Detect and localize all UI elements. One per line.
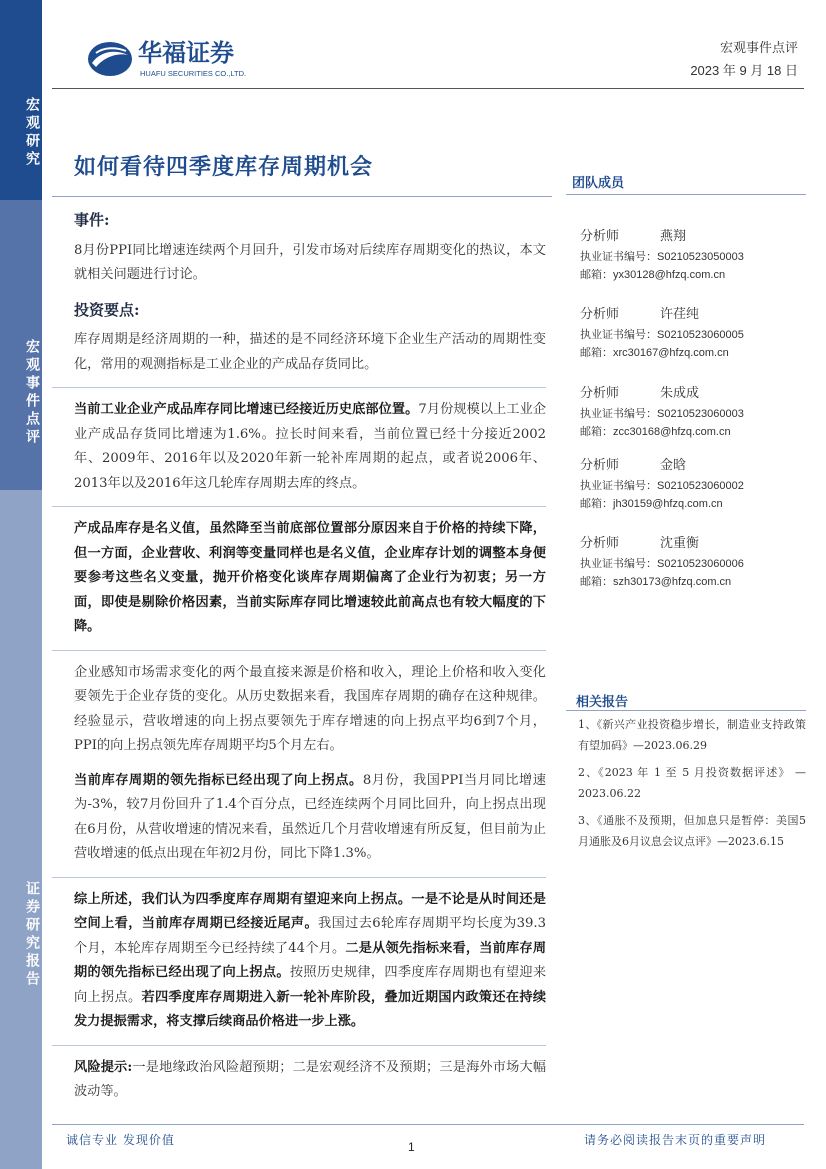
paragraph-text: 8月份，我国PPI当月同比增速为-3%，较7月份回升了1.4个百分点，已经连续两个月同比回升，向上拐点出现在6月份，从营收增速的情况来看，虽然近几个月营收增速有所反复，但目前为止营收增速的低点出现在年初2月份，同比下降1.3%。 bbox=[74, 772, 546, 861]
footer-disclaimer: 请务必阅读报告末页的重要声明 bbox=[583, 1133, 766, 1147]
analyst-email: xrc30167@hfzq.com.cn bbox=[613, 347, 729, 359]
report-type: 宏观事件点评 bbox=[719, 41, 798, 56]
analyst-role: 分析师 bbox=[580, 307, 620, 322]
cert-number: S0210523060003 bbox=[657, 408, 744, 420]
bold-lead: 综上所述，我们认为四季度库存周期有望迎来向上拐点。一是不论是从时间还是空间上看，当前库存周期已经接近尾声。 bbox=[74, 891, 546, 931]
sidebar-segment-research: 宏观研究 bbox=[0, 0, 42, 200]
report-title: 如何看待四季度库存周期机会 bbox=[74, 154, 374, 180]
analyst-name: 许荏纯 bbox=[660, 307, 700, 322]
company-logo bbox=[86, 33, 296, 83]
main-content bbox=[74, 208, 546, 1115]
logo-cn-text: 华福证券 bbox=[138, 39, 234, 67]
cert-number: S0210523050003 bbox=[657, 251, 744, 263]
paragraph-divider bbox=[52, 506, 546, 507]
related-report-item[interactable]: 2、《2023 年 1 至 5 月投资数据评述》 —2023.06.22 bbox=[578, 766, 806, 800]
cert-number: S0210523060002 bbox=[657, 480, 744, 492]
team-divider bbox=[566, 194, 806, 195]
cert-label: 执业证书编号： bbox=[580, 479, 657, 492]
cert-label: 执业证书编号： bbox=[580, 407, 657, 420]
key-points-heading: 投资要点: bbox=[74, 300, 140, 319]
email-label: 邮箱： bbox=[580, 268, 613, 281]
paragraph-divider bbox=[52, 877, 546, 878]
analyst-card bbox=[580, 455, 810, 513]
header-divider bbox=[52, 88, 804, 89]
logo-mark-icon bbox=[86, 33, 296, 83]
analyst-email: yx30128@hfzq.com.cn bbox=[613, 269, 726, 281]
related-divider bbox=[566, 710, 806, 711]
paragraph-divider bbox=[52, 650, 546, 651]
analyst-card bbox=[580, 383, 810, 441]
analyst-card bbox=[580, 226, 810, 284]
analyst-card bbox=[580, 304, 810, 362]
left-sidebar bbox=[0, 0, 42, 1169]
paragraph-turning-point bbox=[74, 769, 546, 867]
footer-divider bbox=[52, 1124, 804, 1125]
analyst-name: 燕翔 bbox=[660, 229, 687, 244]
team-heading: 团队成员 bbox=[572, 176, 625, 191]
analyst-name: 金晗 bbox=[660, 458, 687, 473]
risk-paragraph bbox=[74, 1056, 546, 1105]
analyst-role: 分析师 bbox=[580, 458, 620, 473]
analyst-name: 沈重衡 bbox=[660, 536, 700, 551]
paragraph-conclusion bbox=[74, 888, 546, 1035]
event-paragraph: 8月份PPI同比增速连续两个月回升，引发市场对后续库存周期变化的热议，本文就相关问题进行讨论。 bbox=[74, 242, 546, 282]
analyst-role: 分析师 bbox=[580, 536, 620, 551]
bold-lead: 当前库存周期的领先指标已经出现了向上拐点。 bbox=[74, 772, 363, 788]
bold-lead: 当前工业企业产成品库存同比增速已经接近历史底部位置。 bbox=[74, 402, 419, 417]
bold-lead: 二是从领先指标来看，当前库存周期的领先指标已经出现了向上拐点。 bbox=[74, 940, 547, 980]
related-report-item[interactable]: 1、《新兴产业投资稳步增长，制造业支持政策有望加码》—2023.06.29 bbox=[578, 718, 806, 752]
related-reports-heading: 相关报告 bbox=[576, 695, 629, 710]
bold-lead: 若四季度库存周期进入新一轮补库阶段，叠加近期国内政策还在持续发力提振需求，将支撑后续商品价格进一步上涨。 bbox=[74, 989, 547, 1029]
cert-label: 执业证书编号： bbox=[580, 328, 657, 341]
sidebar-segment-securities-report: 证券研究报告 bbox=[0, 490, 42, 1169]
analyst-card bbox=[580, 533, 810, 591]
report-date: 2023 年 9 月 18 日 bbox=[690, 63, 798, 78]
paragraph-divider bbox=[52, 1045, 546, 1046]
paragraph-text: 我国过去6轮库存周期平均长度为39.3个月，本轮库存周期至今已经持续了44个月。 bbox=[74, 916, 546, 956]
email-label: 邮箱： bbox=[580, 425, 613, 438]
related-reports-list bbox=[578, 714, 806, 858]
page-number: 1 bbox=[408, 1140, 415, 1154]
paragraph-text: 7月份规模以上工业企业产成品存货同比增速为1.6%。拉长时间来看，当前位置已经十分接近2002年、2009年、2016年以及2020年新一轮补库周期的起点，或者说2006年、2013年以及2016年这几轮库存周期去库的终点。 bbox=[74, 402, 547, 491]
analyst-email: jh30159@hfzq.com.cn bbox=[613, 498, 723, 510]
paragraph-text: 按照历史规律，四季度库存周期也有望迎来向上拐点。 bbox=[74, 965, 547, 1005]
title-divider bbox=[52, 196, 552, 197]
analyst-email: zcc30168@hfzq.com.cn bbox=[613, 426, 731, 438]
email-label: 邮箱： bbox=[580, 497, 613, 510]
header-meta bbox=[690, 38, 798, 82]
bold-lead: 产成品库存是名义值，虽然降至当前底部位置部分原因来自于价格的持续下降，但一方面，企业营收、利润等变量同样也是名义值，企业库存计划的调整本身便要参考这些名义变量，抛开价格变化谈库存周期偏离了企业行为初衷；另一方面，即使是剔除价格因素，当前实际库存同比增速较此前高点也有较大幅度的下降。 bbox=[74, 521, 546, 634]
cert-number: S0210523060005 bbox=[657, 329, 744, 341]
logo-en-text: HUAFU SECURITIES CO.,LTD. bbox=[140, 69, 247, 78]
risk-text: 一是地缘政治风险超预期；二是宏观经济不及预期；三是海外市场大幅波动等。 bbox=[74, 1059, 547, 1099]
analyst-role: 分析师 bbox=[580, 229, 620, 244]
email-label: 邮箱： bbox=[580, 346, 613, 359]
paragraph-nominal-value bbox=[74, 517, 546, 640]
cert-label: 执业证书编号： bbox=[580, 250, 657, 263]
footer-slogan: 诚信专业 发现价值 bbox=[66, 1133, 175, 1147]
related-report-item[interactable]: 3、《通胀不及预期，但加息只是暂停：美国5月通胀及6月议息会议点评》—2023.6.15 bbox=[578, 814, 806, 848]
risk-heading: 风险提示: bbox=[74, 1059, 133, 1075]
event-heading: 事件: bbox=[74, 211, 110, 229]
cert-label: 执业证书编号： bbox=[580, 557, 657, 570]
email-label: 邮箱： bbox=[580, 575, 613, 588]
paragraph-inventory-cycle: 库存周期是经济周期的一种，描述的是不同经济环境下企业生产活动的周期性变化，常用的观测指标是工业企业的产成品存货同比。 bbox=[74, 332, 546, 372]
paragraph-historic-bottom bbox=[74, 398, 546, 496]
analyst-name: 朱成成 bbox=[660, 386, 700, 401]
analyst-email: szh30173@hfzq.com.cn bbox=[613, 576, 732, 588]
paragraph-leading-indicators: 企业感知市场需求变化的两个最直接来源是价格和收入，理论上价格和收入变化要领先于企业存货的变化。从历史数据来看，我国库存周期的确存在这种规律。经验显示，营收增速的向上拐点要领先于库存增速的向上拐点平均6到7个月，PPI的向上拐点领先库存周期平均5个月左右。 bbox=[74, 664, 546, 753]
cert-number: S0210523060006 bbox=[657, 558, 744, 570]
paragraph-divider bbox=[52, 387, 546, 388]
analyst-role: 分析师 bbox=[580, 386, 620, 401]
sidebar-segment-event-review: 宏观事件点评 bbox=[0, 200, 42, 490]
